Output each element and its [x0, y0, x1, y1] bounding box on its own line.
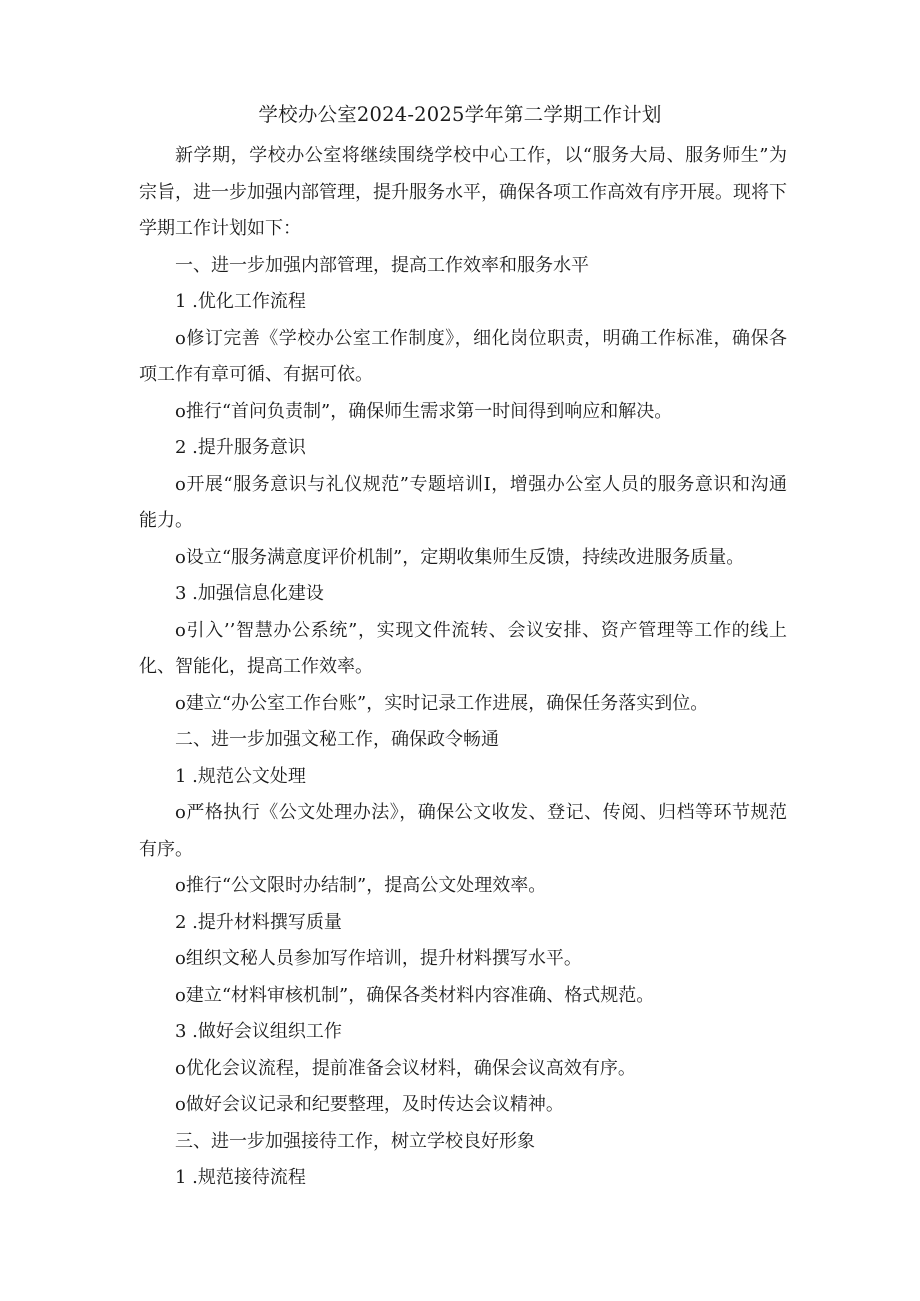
intro-paragraph: 新学期，学校办公室将继续围绕学校中心工作，以“服务大局、服务师生”为宗旨，进一步加强内部管理，提升服务水平，确保各项工作高效有序开展。现将下学期工作计划如下： — [139, 145, 787, 239]
subsection-heading-2-1: 1 .规范公文处理 — [175, 765, 306, 787]
bullet-item: o修订完善《学校办公室工作制度》，细化岗位职责，明确工作标准，确保各项工作有章可循、有据可依。 — [139, 327, 787, 385]
bullet-item: o推行“公文限时办结制”，提高公文处理效率。 — [175, 875, 547, 896]
bullet-item: o开展“服务意识与礼仪规范”专题培训I，增强办公室人员的服务意识和沟通能力。 — [139, 473, 787, 531]
subsection-heading-1-2: 2 .提升服务意识 — [175, 437, 306, 458]
subsection-heading-1-1: 1 .优化工作流程 — [175, 291, 306, 312]
subsection-heading-3-1: 1 .规范接待流程 — [175, 1167, 306, 1188]
bullet-item: o推行“首问负责制”，确保师生需求第一时间得到响应和解决。 — [175, 400, 673, 422]
document-body — [139, 138, 787, 1197]
bullet-item: o引入’’智慧办公系统”，实现文件流转、会议安排、资产管理等工作的线上化、智能化，提高工作效率。 — [139, 619, 787, 677]
subsection-heading-1-3: 3 .加强信息化建设 — [175, 583, 324, 604]
bullet-item: o严格执行《公文处理办法》，确保公文收发、登记、传阅、归档等环节规范有序。 — [139, 802, 787, 860]
subsection-heading-2-2: 2 .提升材料撰写质量 — [175, 911, 342, 933]
bullet-item: o优化会议流程，提前准备会议材料，确保会议高效有序。 — [175, 1057, 636, 1079]
bullet-item: o做好会议记录和纪要整理，及时传达会议精神。 — [175, 1094, 564, 1115]
section-heading-1: 一、进一步加强内部管理，提高工作效率和服务水平 — [175, 254, 589, 276]
subsection-heading-2-3: 3 .做好会议组织工作 — [175, 1021, 342, 1042]
section-heading-2: 二、进一步加强文秘工作，确保政令畅通 — [175, 729, 499, 750]
bullet-item: o建立“材料审核机制”，确保各类材料内容准确、格式规范。 — [175, 984, 655, 1006]
bullet-item: o建立“办公室工作台账”，实时记录工作进展，确保任务落实到位。 — [175, 692, 709, 714]
document-title: 学校办公室2024-2025学年第二学期工作计划 — [258, 103, 662, 126]
bullet-item: o设立“服务满意度评价机制”，定期收集师生反馈，持续改进服务质量。 — [175, 546, 745, 568]
section-heading-3: 三、进一步加强接待工作，树立学校良好形象 — [175, 1130, 535, 1152]
bullet-item: o组织文秘人员参加写作培训，提升材料撰写水平。 — [175, 948, 582, 969]
